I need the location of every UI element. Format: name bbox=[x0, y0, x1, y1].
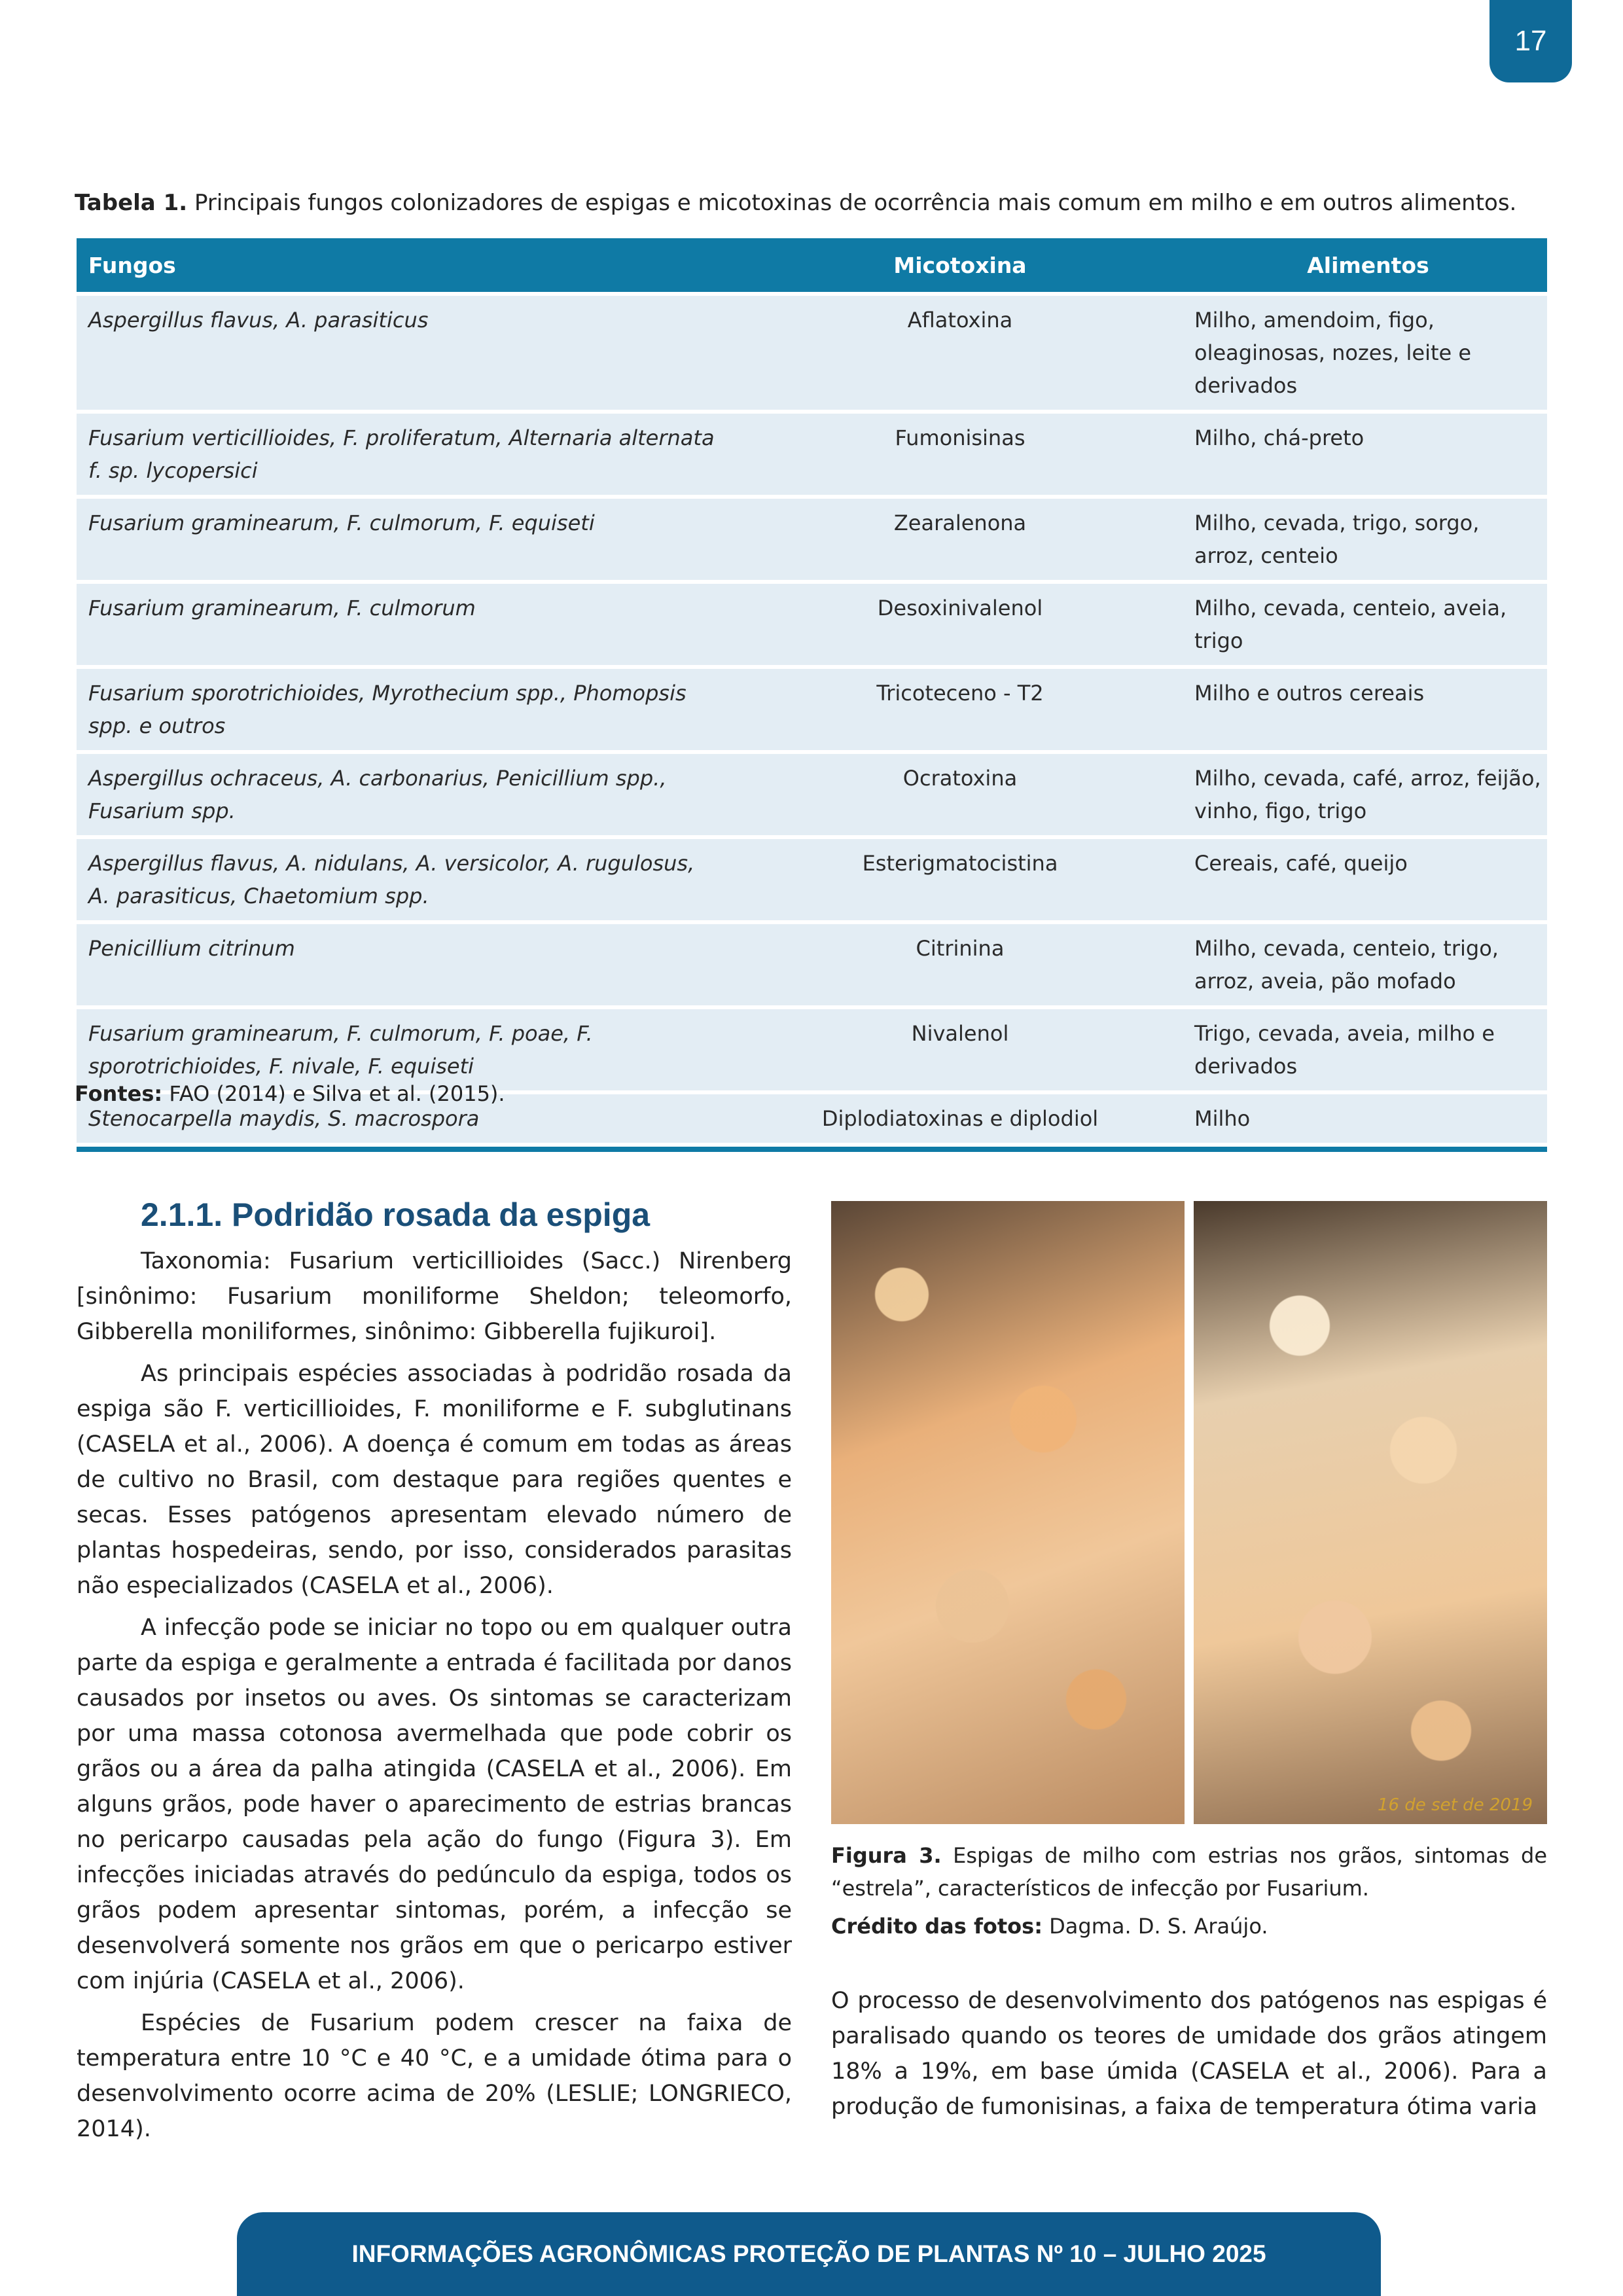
fungi-cell: Fusarium graminearum, F. culmorum, F. equiseti bbox=[88, 511, 595, 535]
fungi-cell: Penicillium citrinum bbox=[88, 936, 295, 961]
table-row bbox=[77, 499, 1547, 580]
paragraph-development: O processo de desenvolvimento dos patógenos nas espigas é paralisado quando os teores de umidade dos grãos atingem 18% a 19%, em base úmida (CASELA et al., 2006). Para a produção de fumonisinas, a faixa de temperatura ótima varia bbox=[831, 1988, 1547, 2120]
mycotoxin-cell: Nivalenol bbox=[911, 1021, 1009, 1046]
mycotoxin-table bbox=[77, 238, 1547, 1152]
sources-text: FAO (2014) e Silva et al. (2015). bbox=[162, 1081, 505, 1106]
foods-cell: Milho, amendoim, figo, oleaginosas, nozes, leite e derivados bbox=[1194, 308, 1472, 398]
table-header-row bbox=[77, 238, 1547, 292]
foods-cell: Milho, cevada, centeio, trigo, arroz, aveia, pão mofado bbox=[1194, 936, 1499, 994]
header-fungi: Fungos bbox=[88, 252, 176, 278]
footer-banner: INFORMAÇÕES AGRONÔMICAS PROTEÇÃO DE PLANTAS Nº 10 – JULHO 2025 bbox=[237, 2212, 1381, 2296]
fungi-cell: Aspergillus flavus, A. nidulans, A. versicolor, A. rugulosus, A. parasiticus, Chaetomium spp. bbox=[88, 851, 695, 908]
mycotoxin-cell: Zearalenona bbox=[893, 511, 1027, 535]
figure-caption bbox=[831, 1839, 1547, 1905]
foods-cell: Cereais, café, queijo bbox=[1194, 851, 1408, 876]
table-row bbox=[77, 1009, 1547, 1090]
mycotoxin-cell: Diplodiatoxinas e diplodiol bbox=[821, 1106, 1099, 1131]
fungi-cell: Aspergillus ochraceus, A. carbonarius, Penicillium spp., Fusarium spp. bbox=[88, 766, 667, 823]
table-row bbox=[77, 296, 1547, 410]
mycotoxin-cell: Ocratoxina bbox=[902, 766, 1018, 791]
paragraph-temperature: Espécies de Fusarium podem crescer na faixa de temperatura entre 10 °C e 40 °C, e a umidade ótima para o desenvolvimento ocorre acima de 20% (LESLIE; LONGRIECO, 2014). bbox=[77, 2010, 792, 2142]
fungi-cell: Fusarium graminearum, F. culmorum, F. poae, F. sporotrichioides, F. nivale, F. equiseti bbox=[88, 1021, 593, 1079]
table-caption-label: Tabela 1. bbox=[75, 190, 188, 216]
mycotoxin-cell: Aflatoxina bbox=[907, 308, 1013, 332]
fungi-cell: Aspergillus flavus, A. parasiticus bbox=[88, 308, 429, 332]
paragraph-taxonomy: Taxonomia: Fusarium verticillioides (Sacc.) Nirenberg [sinônimo: Fusarium moniliforme Sheldon; teleomorfo, Gibberella moniliformes, sinônimo: Gibberella fujikuroi]. bbox=[77, 1248, 792, 1345]
mycotoxin-cell: Esterigmatocistina bbox=[862, 851, 1058, 876]
page-number: 17 bbox=[1489, 0, 1572, 82]
mycotoxin-cell: Citrinina bbox=[916, 936, 1005, 961]
table-row bbox=[77, 924, 1547, 1005]
mycotoxin-cell: Fumonisinas bbox=[895, 425, 1026, 450]
fungi-cell: Stenocarpella maydis, S. macrospora bbox=[88, 1106, 480, 1131]
foods-cell: Trigo, cevada, aveia, milho e derivados bbox=[1194, 1021, 1495, 1079]
table-row bbox=[77, 669, 1547, 750]
foods-cell: Milho, cevada, trigo, sorgo, arroz, centeio bbox=[1194, 511, 1480, 568]
mycotoxin-cell: Desoxinivalenol bbox=[877, 596, 1043, 620]
figure-caption-text: Espigas de milho com estrias nos grãos, sintomas de “estrela”, característicos de infecção por Fusarium. bbox=[831, 1843, 1548, 1901]
photo-credit bbox=[831, 1910, 1268, 1943]
foods-cell: Milho, cevada, centeio, aveia, trigo bbox=[1194, 596, 1507, 653]
foods-cell: Milho bbox=[1194, 1106, 1251, 1131]
corn-ear-photo-left bbox=[831, 1201, 1185, 1824]
figure-photos bbox=[831, 1201, 1547, 1824]
paragraph-infection: A infecção pode se iniciar no topo ou em qualquer outra parte da espiga e geralmente a entrada é facilitada por danos causados por insetos ou aves. Os sintomas se caracterizam por uma massa cotonosa avermelhada que pode cobrir os grãos ou a área da palha atingida (CASELA et al., 2006). Em alguns grãos, pode haver o aparecimento de estrias brancas no pericarpo causadas pela ação do fungo (Figura 3). Em infecções iniciadas através do pedúnculo da espiga, todos os grãos podem apresentar sintomas, porém, a infecção se desenvolverá somente nos grãos em que o pericarpo estiver com injúria (CASELA et al., 2006). bbox=[77, 1615, 792, 1994]
foods-cell: Milho, cevada, café, arroz, feijão, vinho, figo, trigo bbox=[1194, 766, 1541, 823]
sources-label: Fontes: bbox=[75, 1081, 163, 1106]
paragraph-species: As principais espécies associadas à podridão rosada da espiga são F. verticillioides, F. moniliforme e F. subglutinans (CASELA et al., 2006). A doença é comum em todas as áreas de cultivo no Brasil, com destaque para regiões quentes e secas. Esses patógenos apresentam elevado número de plantas hospedeiras, sendo, por isso, considerados parasitas não especializados (CASELA et al., 2006). bbox=[77, 1361, 792, 1599]
mycotoxin-cell: Tricoteceno - T2 bbox=[876, 681, 1044, 706]
fungi-cell: Fusarium graminearum, F. culmorum bbox=[88, 596, 476, 620]
table-sources bbox=[75, 1081, 505, 1106]
foods-cell: Milho e outros cereais bbox=[1194, 681, 1425, 706]
table-caption-text: Principais fungos colonizadores de espigas e micotoxinas de ocorrência mais comum em milho e em outros alimentos. bbox=[187, 190, 1517, 216]
section-heading: 2.1.1. Podridão rosada da espiga bbox=[141, 1196, 651, 1233]
header-mycotoxin: Micotoxina bbox=[893, 252, 1027, 278]
fungi-cell: Fusarium verticillioides, F. proliferatum, Alternaria alternata f. sp. lycopersici bbox=[88, 425, 715, 483]
photo-date-stamp: 16 de set de 2019 bbox=[1377, 1795, 1533, 1815]
section-text-column bbox=[77, 1191, 792, 2153]
table-row bbox=[77, 584, 1547, 665]
header-foods: Alimentos bbox=[1307, 252, 1429, 278]
table-body bbox=[77, 296, 1547, 1143]
photo-credit-text: Dagma. D. S. Araújo. bbox=[1042, 1914, 1268, 1939]
table-caption bbox=[75, 187, 1554, 219]
fungi-cell: Fusarium sporotrichioides, Myrothecium spp., Phomopsis spp. e outros bbox=[88, 681, 687, 738]
foods-cell: Milho, chá-preto bbox=[1194, 425, 1364, 450]
table-row bbox=[77, 414, 1547, 495]
table-row bbox=[77, 839, 1547, 920]
figure-caption-label: Figura 3. bbox=[831, 1843, 942, 1868]
photo-credit-label: Crédito das fotos: bbox=[831, 1914, 1043, 1939]
table-bottom-rule bbox=[77, 1147, 1547, 1152]
table-row bbox=[77, 754, 1547, 835]
corn-ear-photo-right bbox=[1194, 1201, 1547, 1824]
